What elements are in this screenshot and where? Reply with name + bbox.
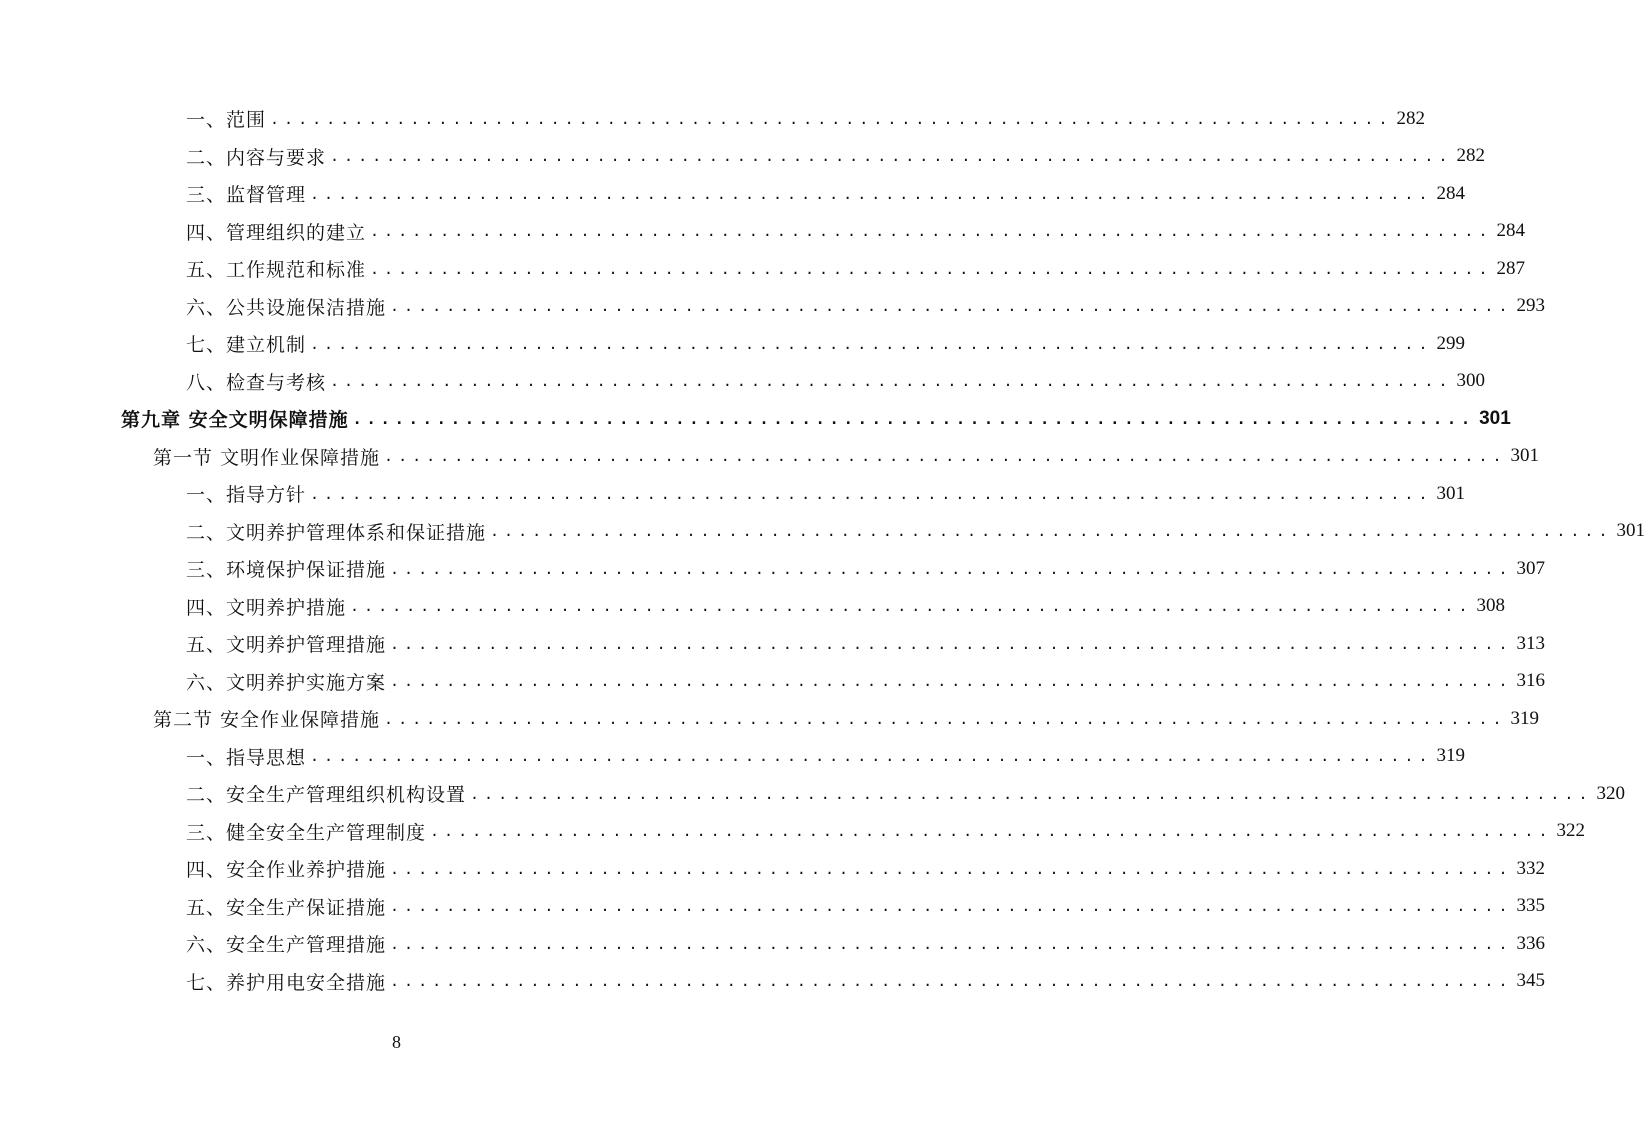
dot-leader: ................................................................................ xyxy=(330,147,1453,166)
toc-entry-title: 二、安全生产管理组织机构设置 xyxy=(186,784,467,807)
toc-entry-title: 一、范围 xyxy=(186,109,267,132)
dot-leader: ................................................................................ xyxy=(390,972,1513,991)
toc-entry-page-number: 284 xyxy=(1436,182,1465,204)
toc-entry-title: 五、安全生产保证措施 xyxy=(186,896,387,919)
toc-entry-title: 六、安全生产管理措施 xyxy=(186,934,387,957)
toc-entry-page-number: 316 xyxy=(1516,670,1545,692)
toc-entry-title: 四、管理组织的建立 xyxy=(186,221,367,244)
toc-entry-title: 三、健全安全生产管理制度 xyxy=(186,821,427,844)
toc-entry-item[interactable] xyxy=(0,325,1465,363)
dot-leader: ................................................................................ xyxy=(352,409,1476,428)
toc-entry-title: 第九章 安全文明保障措施 xyxy=(121,409,349,432)
toc-entry-page-number: 322 xyxy=(1556,820,1585,842)
toc-entry-item[interactable] xyxy=(0,925,1545,963)
toc-entry-page-number: 336 xyxy=(1516,932,1545,954)
toc-entry-item[interactable] xyxy=(0,100,1425,138)
toc-entry-title: 四、安全作业养护措施 xyxy=(186,859,387,882)
toc-entry-item[interactable] xyxy=(0,813,1585,851)
toc-entry-page-number: 313 xyxy=(1516,632,1545,654)
toc-entry-item[interactable] xyxy=(0,625,1545,663)
toc-entry-item[interactable] xyxy=(0,663,1545,701)
toc-entry-page-number: 282 xyxy=(1396,107,1425,129)
toc-entry-item[interactable] xyxy=(0,888,1545,926)
dot-leader: ................................................................................ xyxy=(310,334,1433,353)
dot-leader: ................................................................................ xyxy=(390,897,1513,916)
toc-entry-item[interactable] xyxy=(0,213,1525,251)
toc-entry-page-number: 301 xyxy=(1436,482,1465,504)
toc-entry-item[interactable] xyxy=(0,175,1465,213)
toc-entry-page-number: 319 xyxy=(1510,707,1540,729)
toc-entry-item[interactable] xyxy=(0,363,1485,401)
dot-leader: ................................................................................ xyxy=(390,934,1513,953)
toc-entry-title: 七、养护用电安全措施 xyxy=(186,971,387,994)
dot-leader: ................................................................................ xyxy=(310,184,1433,203)
toc-entry-item[interactable] xyxy=(0,850,1545,888)
toc-entry-item[interactable] xyxy=(0,588,1505,626)
dot-leader: ................................................................................ xyxy=(430,822,1553,841)
dot-leader: ................................................................................ xyxy=(390,559,1513,578)
toc-entry-title: 六、文明养护实施方案 xyxy=(186,671,387,694)
toc-entry-page-number: 282 xyxy=(1456,145,1485,167)
toc-entry-item[interactable] xyxy=(0,775,1625,813)
toc-entry-title: 二、内容与要求 xyxy=(186,146,327,169)
toc-entry-page-number: 320 xyxy=(1596,782,1625,804)
dot-leader: ................................................................................ xyxy=(384,709,1507,728)
dot-leader: ................................................................................ xyxy=(330,372,1453,391)
dot-leader: ................................................................................ xyxy=(390,859,1513,878)
dot-leader: ................................................................................ xyxy=(310,484,1433,503)
toc-entry-page-number: 308 xyxy=(1476,595,1505,617)
toc-entry-title: 三、监督管理 xyxy=(186,184,307,207)
toc-entry-title: 三、环境保护保证措施 xyxy=(186,559,387,582)
toc-entry-page-number: 299 xyxy=(1436,332,1465,354)
toc-entry-title: 五、文明养护管理措施 xyxy=(186,634,387,657)
toc-entry-page-number: 319 xyxy=(1436,745,1465,767)
toc-entry-title: 七、建立机制 xyxy=(186,334,307,357)
dot-leader: ................................................................................ xyxy=(490,522,1613,541)
toc-entry-title: 五、工作规范和标准 xyxy=(186,259,367,282)
page-number: 8 xyxy=(392,1032,401,1052)
dot-leader: ................................................................................ xyxy=(390,672,1513,691)
toc-entry-title: 一、指导方针 xyxy=(186,484,307,507)
toc-entry-page-number: 300 xyxy=(1456,370,1485,392)
toc-entry-item[interactable] xyxy=(0,475,1465,513)
toc-entry-item[interactable] xyxy=(0,738,1465,776)
toc-entry-title: 第一节 文明作业保障措施 xyxy=(153,446,381,469)
toc-entry-title: 六、公共设施保洁措施 xyxy=(186,296,387,319)
dot-leader: ................................................................................ xyxy=(384,447,1507,466)
toc-entry-page-number: 301 xyxy=(1616,520,1645,542)
dot-leader: ................................................................................ xyxy=(350,597,1473,616)
dot-leader: ................................................................................ xyxy=(270,109,1393,128)
toc-entry-page-number: 335 xyxy=(1516,895,1545,917)
toc-entry-title: 八、检查与考核 xyxy=(186,371,327,394)
table-of-contents xyxy=(0,100,1645,1000)
dot-leader: ................................................................................ xyxy=(370,259,1493,278)
toc-entry-title: 第二节 安全作业保障措施 xyxy=(153,709,381,732)
toc-entry-chapter[interactable] xyxy=(0,400,1511,438)
toc-entry-page-number: 345 xyxy=(1516,970,1545,992)
toc-entry-section[interactable] xyxy=(0,438,1540,476)
toc-entry-page-number: 284 xyxy=(1496,220,1525,242)
toc-entry-title: 一、指导思想 xyxy=(186,746,307,769)
toc-entry-page-number: 287 xyxy=(1496,257,1525,279)
toc-entry-item[interactable] xyxy=(0,250,1525,288)
dot-leader: ................................................................................ xyxy=(370,222,1493,241)
toc-entry-page-number: 301 xyxy=(1479,407,1511,429)
dot-leader: ................................................................................ xyxy=(390,634,1513,653)
toc-entry-item[interactable] xyxy=(0,138,1485,176)
toc-entry-page-number: 301 xyxy=(1510,445,1540,467)
toc-entry-item[interactable] xyxy=(0,550,1545,588)
toc-entry-page-number: 332 xyxy=(1516,857,1545,879)
toc-entry-section[interactable] xyxy=(0,700,1540,738)
toc-entry-item[interactable] xyxy=(0,963,1545,1001)
toc-entry-title: 四、文明养护措施 xyxy=(186,596,347,619)
toc-entry-page-number: 307 xyxy=(1516,557,1545,579)
dot-leader: ................................................................................ xyxy=(470,784,1593,803)
toc-entry-item[interactable] xyxy=(0,513,1645,551)
toc-entry-item[interactable] xyxy=(0,288,1545,326)
toc-entry-title: 二、文明养护管理体系和保证措施 xyxy=(186,521,487,544)
dot-leader: ................................................................................ xyxy=(390,297,1513,316)
dot-leader: ................................................................................ xyxy=(310,747,1433,766)
toc-entry-page-number: 293 xyxy=(1516,295,1545,317)
